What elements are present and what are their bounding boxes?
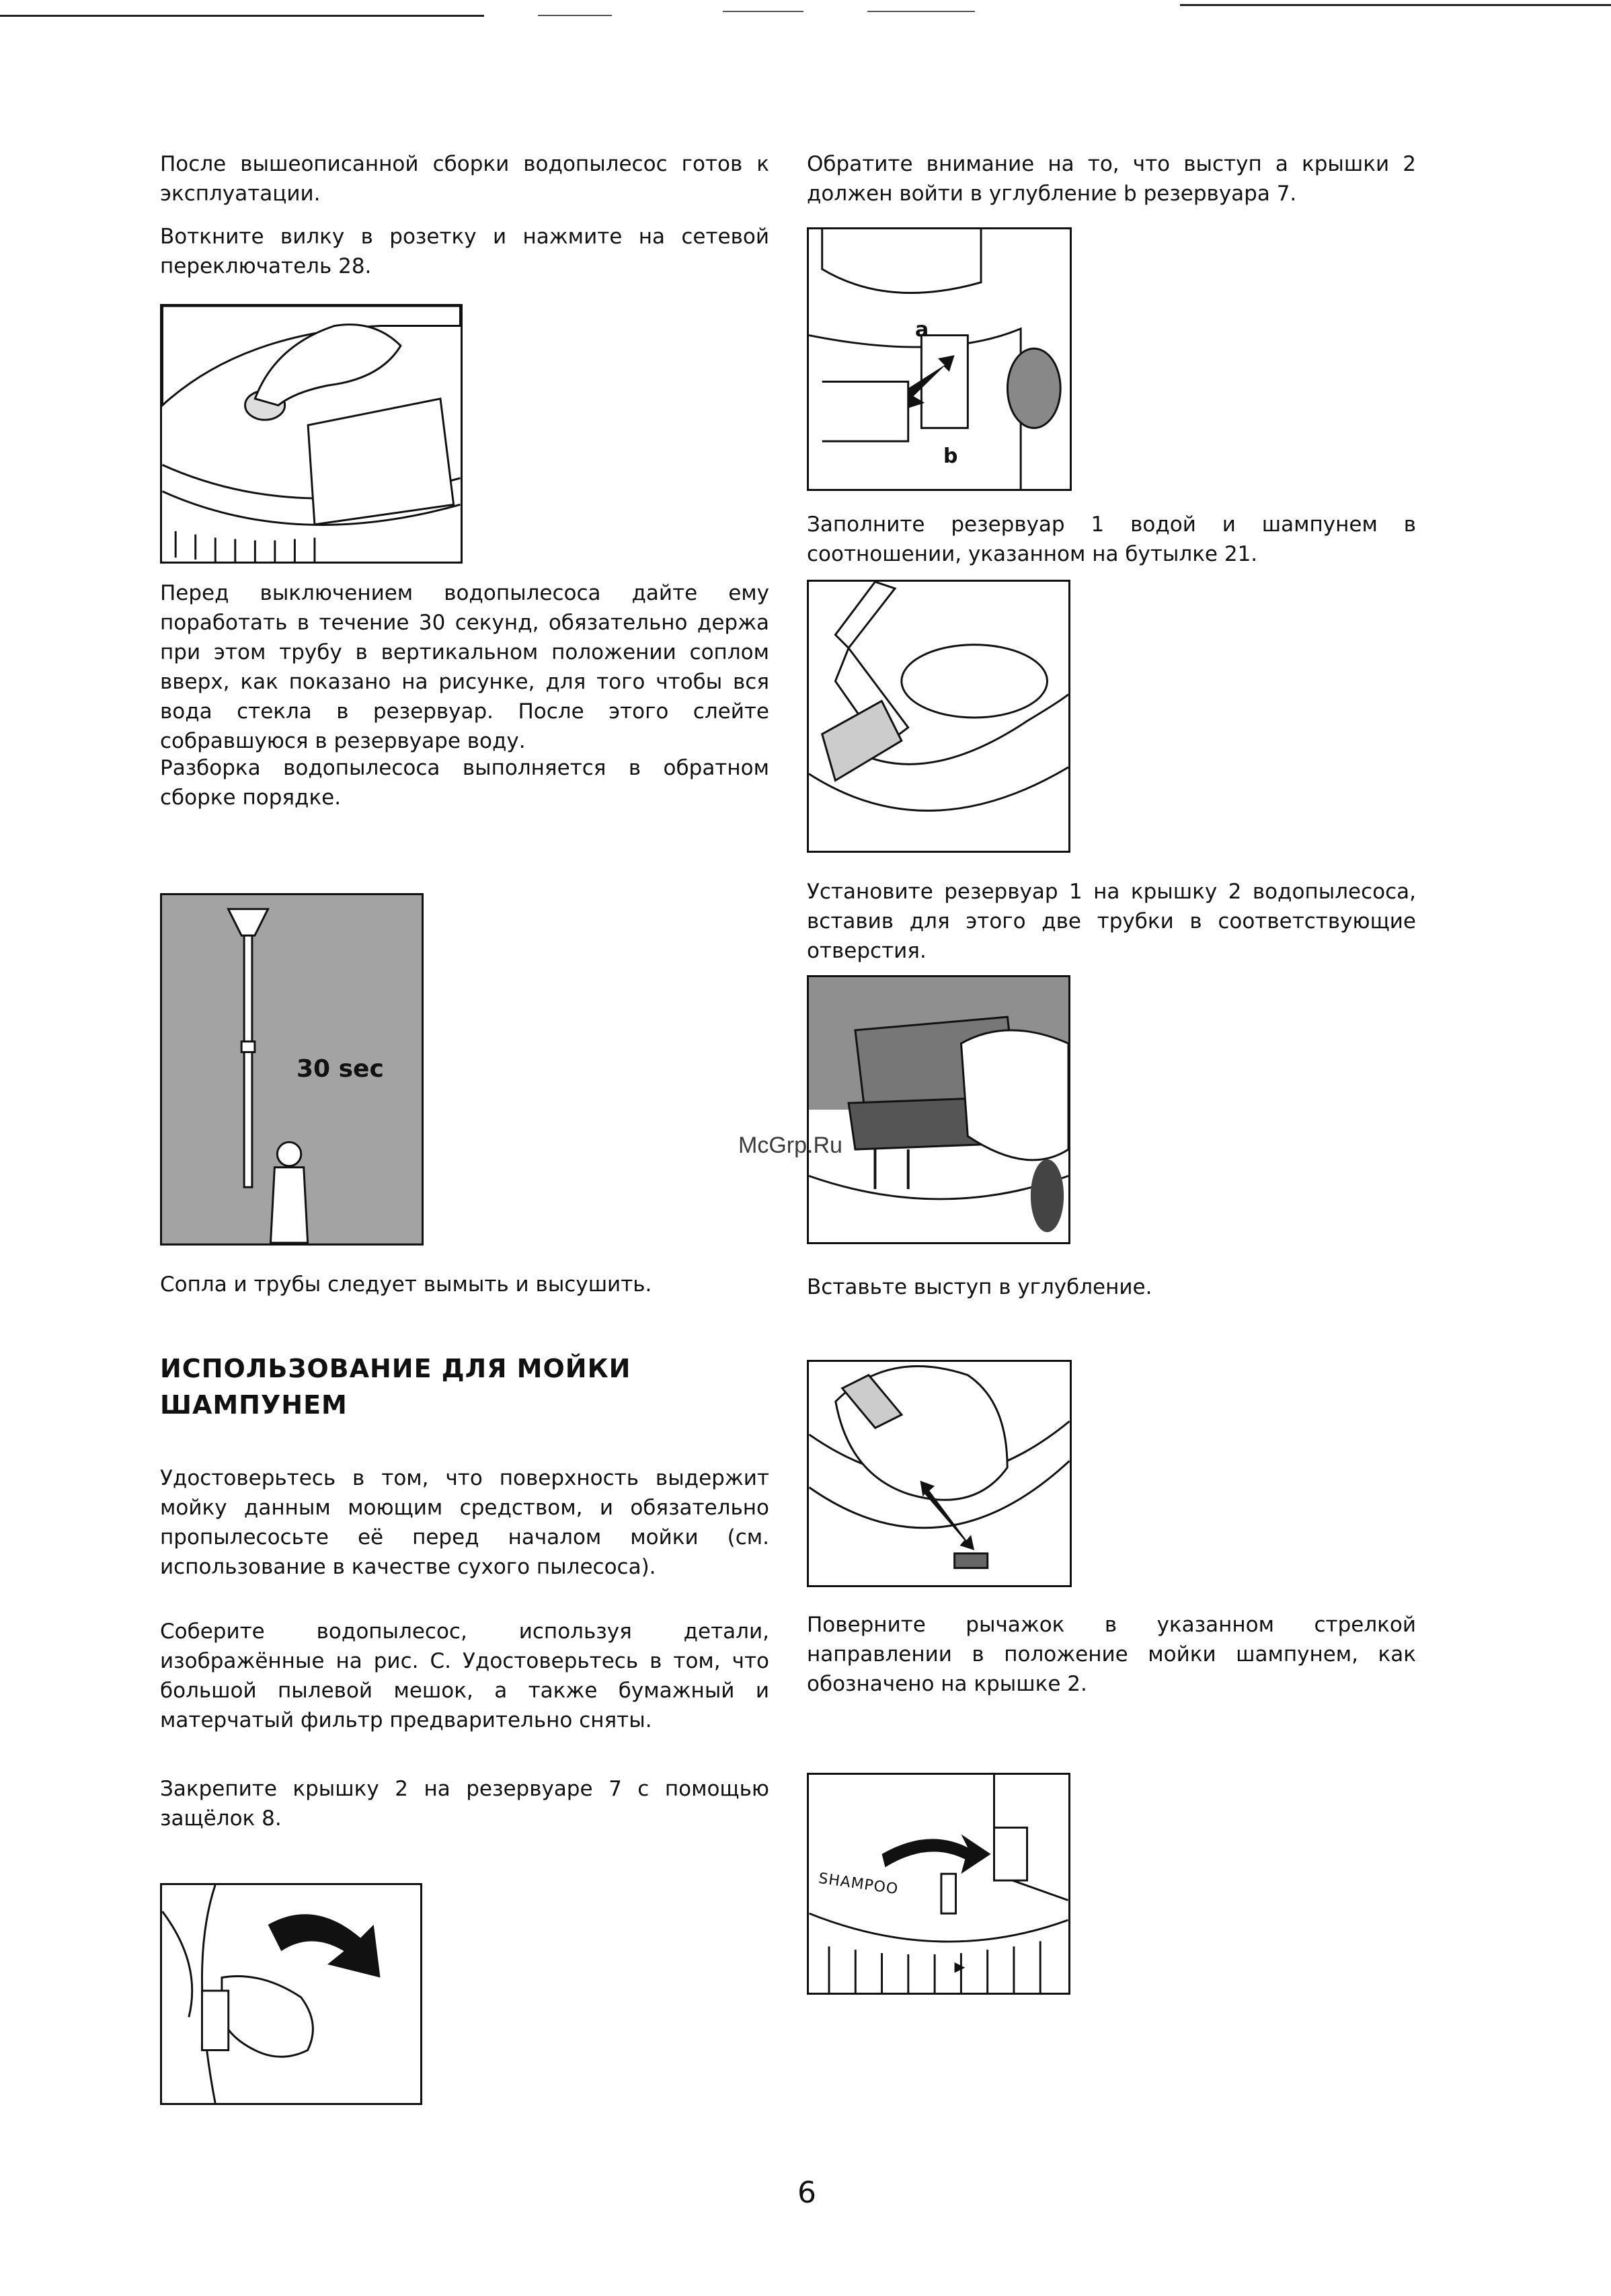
text-place-tank: Установите резервуар 1 на крышку 2 водопылесоса, вставив для этого две трубки в соответствующие отверстия. <box>807 880 1416 963</box>
text-wash-nozzles: Сопла и трубы следует вымыть и высушить. <box>160 1272 652 1297</box>
text-assemble: Соберите водопылесос, используя детали, изображённые на рис. С. Удостоверьтесь в том, что большой пылевой мешок, а также бумажный и матерчатый фильтр предварительно сняты. <box>160 1619 769 1732</box>
text-surface-check: Удостоверьтесь в том, что поверхность выдержит мойку данным моющим средством, и обязательно пропылесосьте её перед началом мойки (см. использование в качестве сухого пылесоса). <box>160 1466 769 1579</box>
text-fix-lid: Закрепите крышку 2 на резервуаре 7 с помощью защёлок 8. <box>160 1777 769 1831</box>
figure-latches <box>160 1883 422 2105</box>
text-projection-note: Обратите внимание на то, что выступ а крышки 2 должен войти в углубление b резервуара 7. <box>807 152 1416 206</box>
page-number: 6 <box>797 2176 816 2210</box>
latch-illustration <box>162 1885 420 2103</box>
label-30-sec: 30 sec <box>297 1055 384 1083</box>
section-heading <box>160 1350 765 1423</box>
text-plug-in: Воткните вилку в розетку и нажмите на сетевой переключатель 28. <box>160 225 769 278</box>
text-before-switch-off: Перед выключением водопылесоса дайте ему поработать в течение 30 секунд, обязательно держа при этом трубу в вертикальном положении соплом вверх, как показано на рисунке, для того чтобы вся вода стекла в резервуар. После этого слейте собравшуюся в резервуаре воду. <box>160 581 769 753</box>
text-disassembly: Разборка водопылесоса выполняется в обратном сборке порядке. <box>160 756 769 810</box>
watermark: McGrp.Ru <box>738 1133 842 1158</box>
top-rule-mid3 <box>867 11 975 12</box>
text-insert-projection: Вставьте выступ в углубление. <box>807 1275 1152 1299</box>
top-rule-left <box>0 15 484 17</box>
label-shampoo: SHAMPOO <box>817 1870 900 1899</box>
figure-place-tank <box>807 975 1070 1244</box>
top-rule-mid <box>538 15 612 16</box>
figure-power-switch <box>160 304 463 564</box>
text-ready: После вышеописанной сборки водопылесос готов к эксплуатации. <box>160 152 769 206</box>
figure-lever <box>807 1360 1072 1587</box>
bottle-pouring-illustration <box>809 582 1068 851</box>
heading-line-1: ИСПОЛЬЗОВАНИЕ ДЛЯ МОЙКИ <box>160 1354 631 1383</box>
label-b: b <box>943 445 958 468</box>
figure-a-b <box>807 227 1072 491</box>
heading-line-2: ШАМПУНЕМ <box>160 1390 348 1420</box>
figure-fill-shampoo <box>807 580 1070 853</box>
lever-turn-illustration <box>809 1362 1070 1585</box>
tank-alignment-illustration <box>809 229 1070 489</box>
figure-shampoo-position <box>807 1773 1070 1995</box>
power-switch-illustration <box>162 306 461 562</box>
text-fill-tank: Заполните резервуар 1 водой и шампунем в соотношении, указанном на бутылке 21. <box>807 512 1416 566</box>
label-a: a <box>915 318 929 342</box>
top-rule-mid2 <box>723 11 803 12</box>
text-turn-lever: Поверните рычажок в указанном стрелкой направлении в положение мойки шампунем, как обозначено на крышке 2. <box>807 1613 1416 1696</box>
top-rule-right <box>1180 4 1611 6</box>
tank-placement-illustration <box>809 977 1068 1242</box>
figure-30-sec <box>160 893 424 1246</box>
